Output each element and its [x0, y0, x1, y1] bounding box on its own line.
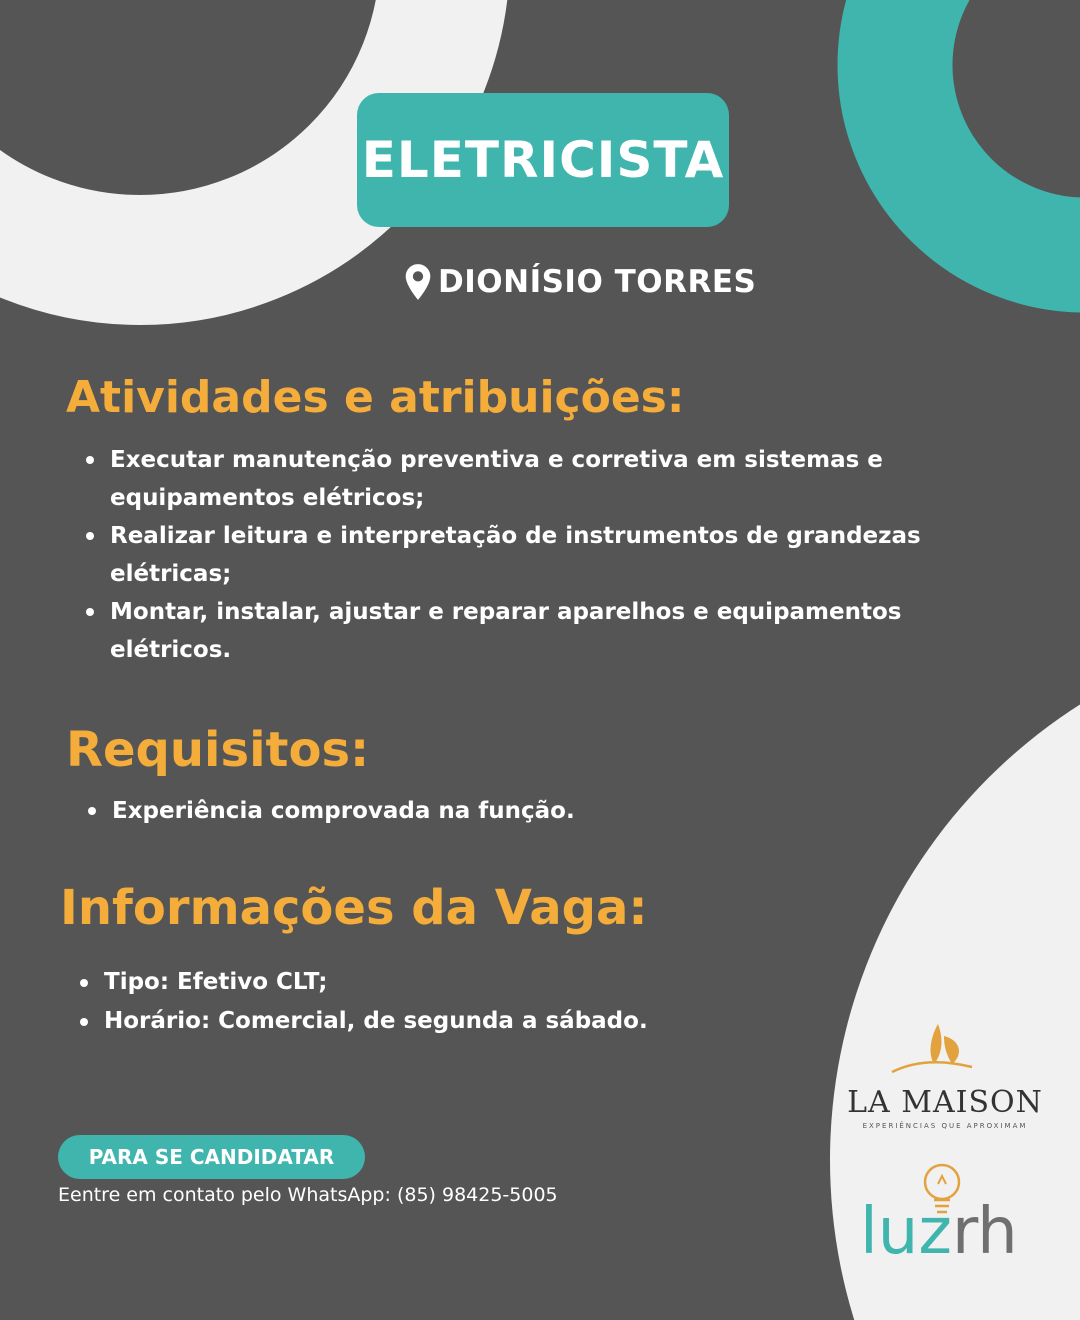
job-info-list — [80, 963, 840, 1041]
la-maison-tagline: EXPERIÊNCIAS QUE APROXIMAM — [862, 1122, 1028, 1130]
requirements-heading: Requisitos: — [66, 722, 370, 778]
la-maison-logo-text: LA MAISON — [847, 1085, 1043, 1120]
luzrh-logo-luz: luz — [860, 1195, 952, 1269]
activities-list — [86, 441, 956, 669]
list-item: Horário: Comercial, de segunda a sábado. — [80, 1002, 840, 1041]
activities-heading: Atividades e atribuições: — [66, 372, 685, 423]
location — [404, 259, 756, 305]
luzrh-logo-text — [860, 1195, 1018, 1269]
job-title: ELETRICISTA — [361, 131, 725, 189]
list-item: Tipo: Efetivo CLT; — [80, 963, 840, 1002]
butterfly-logo-icon — [888, 1020, 978, 1080]
location-text: DIONÍSIO TORRES — [438, 264, 757, 300]
map-pin-icon — [404, 263, 432, 301]
job-info-heading: Informações da Vaga: — [60, 880, 648, 936]
list-item: Executar manutenção preventiva e corretiva em sistemas e equipamentos elétricos; — [86, 441, 956, 517]
luzrh-logo-rh: rh — [951, 1195, 1018, 1269]
list-item: Realizar leitura e interpretação de instrumentos de grandezas elétricas; — [86, 517, 956, 593]
apply-badge: PARA SE CANDIDATAR — [58, 1135, 365, 1179]
list-item: Experiência comprovada na função. — [88, 792, 788, 830]
contact-text: Eentre em contato pelo WhatsApp: (85) 98425-5005 — [58, 1184, 558, 1206]
job-title-badge — [357, 93, 729, 227]
requirements-list — [88, 792, 788, 830]
list-item: Montar, instalar, ajustar e reparar aparelhos e equipamentos elétricos. — [86, 593, 956, 669]
